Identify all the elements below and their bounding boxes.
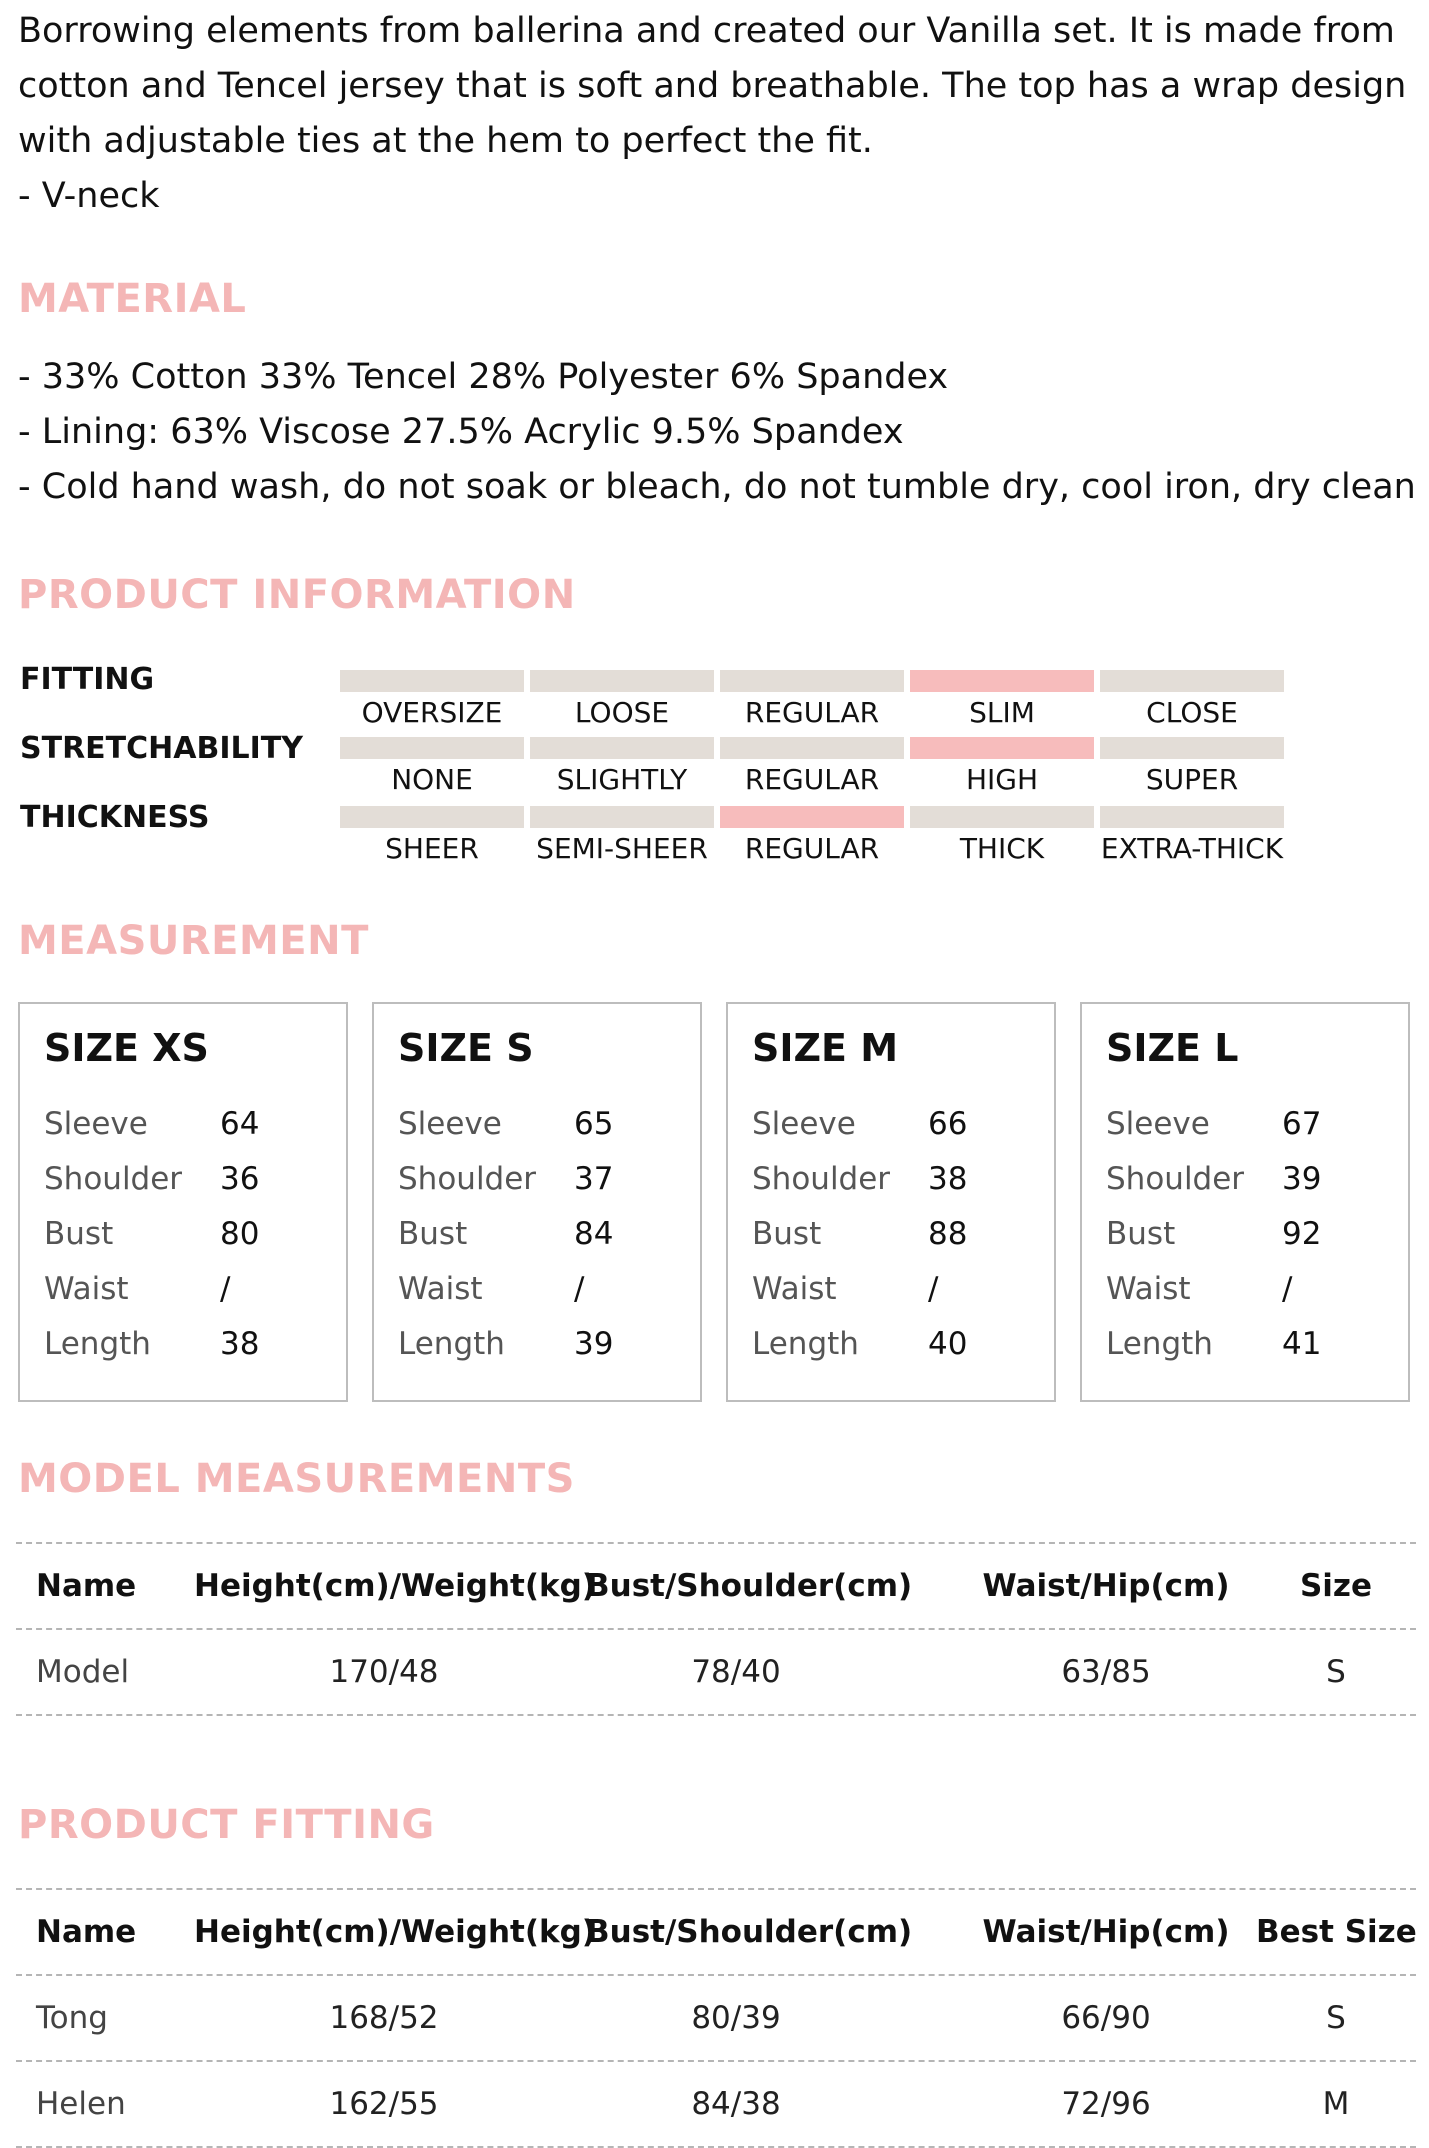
measurement-key: Waist — [1106, 1271, 1191, 1307]
product-fitting-table — [16, 1888, 1416, 2148]
model-measurements-table — [16, 1542, 1416, 1716]
measurement-value: 41 — [1282, 1326, 1322, 1362]
measurement-key: Waist — [44, 1271, 129, 1307]
scale-bar — [1100, 670, 1284, 692]
measurement-key: Shoulder — [398, 1161, 537, 1197]
thickness-scale — [340, 806, 1290, 876]
measurement-value: 38 — [928, 1161, 968, 1197]
scale-option-label: OVERSIZE — [361, 696, 503, 729]
measurement-row — [752, 1161, 1032, 1216]
scale-option — [720, 670, 904, 729]
size-measurements — [398, 1106, 678, 1381]
size-title: SIZE S — [398, 1026, 534, 1070]
scale-bar-selected — [910, 670, 1094, 692]
size-card-xs — [18, 1002, 348, 1402]
measurement-row — [752, 1106, 1032, 1161]
model-measurements-heading: MODEL MEASUREMENTS — [18, 1456, 575, 1502]
column-header: Bust/Shoulder(cm) — [586, 1568, 913, 1604]
fitting-scale — [340, 670, 1290, 740]
measurement-row — [1106, 1161, 1386, 1216]
measurement-row — [44, 1161, 324, 1216]
measurement-row — [44, 1326, 324, 1381]
table-cell: 80/39 — [691, 2000, 781, 2036]
description-line: with adjustable ties at the hem to perfect the fit. — [18, 121, 873, 161]
scale-option-label: SUPER — [1145, 763, 1239, 796]
measurement-value: / — [1282, 1271, 1293, 1307]
table-cell: Helen — [36, 2086, 126, 2122]
description-line: Borrowing elements from ballerina and created our Vanilla set. It is made from — [18, 11, 1395, 51]
column-header: Waist/Hip(cm) — [982, 1914, 1230, 1950]
measurement-value: 66 — [928, 1106, 968, 1142]
measurement-value: 40 — [928, 1326, 968, 1362]
scale-bar-selected — [720, 806, 904, 828]
size-measurements — [44, 1106, 324, 1381]
fitting-label: FITTING — [20, 662, 155, 697]
size-card-l — [1080, 1002, 1410, 1402]
table-cell: 63/85 — [1061, 1654, 1151, 1690]
scale-option — [530, 737, 714, 796]
scale-bar — [1100, 737, 1284, 759]
size-card-s — [372, 1002, 702, 1402]
table-row — [16, 1630, 1416, 1714]
column-header: Bust/Shoulder(cm) — [586, 1914, 913, 1950]
measurement-key: Bust — [1106, 1216, 1176, 1252]
scale-option-label: SLIGHTLY — [556, 763, 688, 796]
column-header: Best Size — [1256, 1914, 1417, 1950]
table-header-row — [16, 1544, 1416, 1628]
product-description — [18, 4, 1418, 224]
scale-option — [1100, 670, 1284, 729]
measurement-row — [44, 1106, 324, 1161]
table-header-row — [16, 1890, 1416, 1974]
measurement-key: Waist — [752, 1271, 837, 1307]
scale-option — [1100, 737, 1284, 796]
measurement-row — [398, 1106, 678, 1161]
column-header: Height(cm)/Weight(kg) — [194, 1568, 596, 1604]
scale-bar — [720, 670, 904, 692]
table-cell: 168/52 — [329, 2000, 439, 2036]
table-row — [16, 2062, 1416, 2146]
scale-option-label: NONE — [391, 763, 473, 796]
size-title: SIZE L — [1106, 1026, 1239, 1070]
measurement-value: / — [574, 1271, 585, 1307]
material-list — [18, 350, 1418, 515]
measurement-row — [752, 1271, 1032, 1326]
stretchability-scale — [340, 737, 1290, 807]
scale-option-label: CLOSE — [1146, 696, 1238, 729]
stretchability-label: STRETCHABILITY — [20, 731, 303, 766]
measurement-key: Sleeve — [398, 1106, 502, 1142]
measurement-row — [398, 1326, 678, 1381]
scale-option-label: REGULAR — [744, 832, 880, 865]
scale-bar — [720, 737, 904, 759]
table-cell: Tong — [36, 2000, 108, 2036]
description-line: cotton and Tencel jersey that is soft and breathable. The top has a wrap design — [18, 66, 1407, 106]
measurement-row — [752, 1326, 1032, 1381]
measurement-row — [1106, 1216, 1386, 1271]
measurement-heading: MEASUREMENT — [18, 918, 369, 964]
column-header: Size — [1299, 1568, 1373, 1604]
scale-option-label: SEMI-SHEER — [536, 832, 708, 865]
scale-bar — [530, 737, 714, 759]
measurement-key: Bust — [752, 1216, 822, 1252]
scale-option-label: EXTRA-THICK — [1100, 832, 1284, 865]
scale-option — [910, 737, 1094, 796]
scale-bar — [910, 806, 1094, 828]
material-composition: - 33% Cotton 33% Tencel 28% Polyester 6% Spandex — [18, 357, 949, 397]
scale-option — [720, 806, 904, 865]
measurement-value: 92 — [1282, 1216, 1322, 1252]
scale-bar — [340, 670, 524, 692]
column-header: Name — [36, 1568, 137, 1604]
scale-option-label: LOOSE — [574, 696, 670, 729]
measurement-key: Sleeve — [1106, 1106, 1210, 1142]
product-fitting-heading: PRODUCT FITTING — [18, 1802, 435, 1848]
scale-bar — [530, 806, 714, 828]
table-cell: 84/38 — [691, 2086, 781, 2122]
lining-composition: - Lining: 63% Viscose 27.5% Acrylic 9.5% Spandex — [18, 412, 904, 452]
scale-option-label: SHEER — [385, 832, 479, 865]
measurement-row — [1106, 1106, 1386, 1161]
scale-option — [340, 737, 524, 796]
measurement-value: 36 — [220, 1161, 260, 1197]
measurement-key: Shoulder — [1106, 1161, 1245, 1197]
measurement-value: 67 — [1282, 1106, 1322, 1142]
measurement-value: 38 — [220, 1326, 260, 1362]
material-heading: MATERIAL — [18, 276, 247, 322]
measurement-value: 84 — [574, 1216, 614, 1252]
scale-option — [720, 737, 904, 796]
measurement-key: Length — [1106, 1326, 1213, 1362]
table-cell: S — [1326, 1654, 1346, 1690]
table-cell: Model — [36, 1654, 130, 1690]
measurement-value: 88 — [928, 1216, 968, 1252]
measurement-row — [398, 1216, 678, 1271]
scale-option-label: HIGH — [965, 763, 1039, 796]
feature-v-neck: - V-neck — [18, 176, 160, 216]
table-cell: S — [1326, 2000, 1346, 2036]
measurement-row — [398, 1271, 678, 1326]
measurement-key: Shoulder — [44, 1161, 183, 1197]
measurement-key: Sleeve — [752, 1106, 856, 1142]
measurement-row — [44, 1271, 324, 1326]
measurement-row — [1106, 1271, 1386, 1326]
measurement-row — [44, 1216, 324, 1271]
size-measurements — [752, 1106, 1032, 1381]
measurement-value: / — [928, 1271, 939, 1307]
scale-option — [530, 670, 714, 729]
scale-option — [340, 670, 524, 729]
measurement-key: Waist — [398, 1271, 483, 1307]
measurement-value: 64 — [220, 1106, 260, 1142]
measurement-key: Length — [44, 1326, 151, 1362]
measurement-key: Sleeve — [44, 1106, 148, 1142]
scale-bar — [340, 737, 524, 759]
column-header: Height(cm)/Weight(kg) — [194, 1914, 596, 1950]
size-measurements — [1106, 1106, 1386, 1381]
scale-option — [910, 670, 1094, 729]
size-card-m — [726, 1002, 1056, 1402]
scale-option-label: REGULAR — [744, 763, 880, 796]
table-cell: 170/48 — [329, 1654, 439, 1690]
measurement-key: Length — [398, 1326, 505, 1362]
scale-option-label: SLIM — [969, 696, 1035, 729]
table-row — [16, 1976, 1416, 2060]
table-cell: 78/40 — [691, 1654, 781, 1690]
scale-bar — [340, 806, 524, 828]
measurement-value: 39 — [1282, 1161, 1322, 1197]
measurement-key: Bust — [44, 1216, 114, 1252]
measurement-value: 39 — [574, 1326, 614, 1362]
measurement-row — [752, 1216, 1032, 1271]
product-information-heading: PRODUCT INFORMATION — [18, 572, 576, 618]
measurement-key: Length — [752, 1326, 859, 1362]
table-cell: M — [1322, 2086, 1350, 2122]
measurement-row — [1106, 1326, 1386, 1381]
measurement-value: 80 — [220, 1216, 260, 1252]
thickness-label: THICKNESS — [20, 800, 210, 835]
care-instructions: - Cold hand wash, do not soak or bleach, do not tumble dry, cool iron, dry clean — [18, 467, 1416, 507]
measurement-key: Shoulder — [752, 1161, 891, 1197]
scale-bar-selected — [910, 737, 1094, 759]
scale-option — [530, 806, 714, 865]
scale-option-label: REGULAR — [744, 696, 880, 729]
scale-option — [910, 806, 1094, 865]
table-cell: 66/90 — [1061, 2000, 1151, 2036]
measurement-value: 37 — [574, 1161, 614, 1197]
measurement-value: 65 — [574, 1106, 614, 1142]
table-divider — [16, 1714, 1416, 1716]
measurement-key: Bust — [398, 1216, 468, 1252]
table-cell: 72/96 — [1061, 2086, 1151, 2122]
column-header: Name — [36, 1914, 137, 1950]
measurement-row — [398, 1161, 678, 1216]
scale-option — [1100, 806, 1284, 865]
table-cell: 162/55 — [329, 2086, 439, 2122]
scale-option — [340, 806, 524, 865]
scale-bar — [1100, 806, 1284, 828]
scale-option-label: THICK — [959, 832, 1045, 865]
size-title: SIZE M — [752, 1026, 899, 1070]
measurement-value: / — [220, 1271, 231, 1307]
column-header: Waist/Hip(cm) — [982, 1568, 1230, 1604]
scale-bar — [530, 670, 714, 692]
size-title: SIZE XS — [44, 1026, 209, 1070]
